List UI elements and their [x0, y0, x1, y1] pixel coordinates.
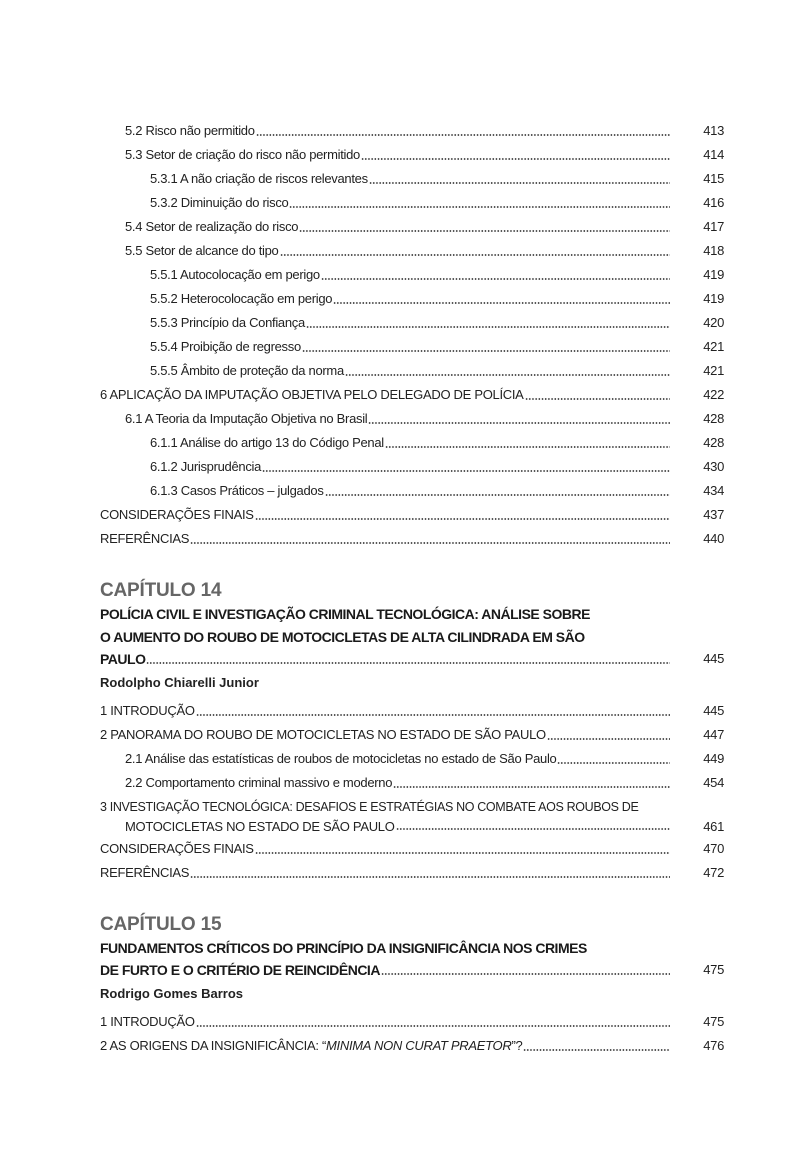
toc-entry[interactable]	[100, 359, 724, 383]
dot-leader	[255, 852, 670, 854]
entry-label: 6.1 A Teoria da Imputação Objetiva no Brasil	[125, 411, 368, 426]
toc-entry[interactable]	[100, 215, 724, 239]
toc-entry[interactable]	[100, 335, 724, 359]
entry-label: REFERÊNCIAS	[100, 864, 190, 880]
dot-leader	[262, 470, 670, 472]
toc-entry[interactable]	[100, 527, 724, 551]
page-number: 449	[703, 750, 724, 766]
entry-label: 5.4 Setor de realização do risco	[125, 219, 299, 234]
entry-label-italic: MINIMA NON CURAT PRAETOR	[326, 1037, 512, 1053]
toc-entry[interactable]	[100, 239, 724, 263]
toc-section-chapter13-end	[100, 119, 724, 551]
entry-label: 5.5.1 Autocolocação em perigo	[150, 267, 320, 282]
toc-entry[interactable]	[100, 861, 724, 885]
page-number: 418	[703, 243, 724, 258]
page-number: 470	[703, 840, 724, 856]
page-number: 447	[703, 726, 724, 742]
chapter-author: Rodolpho Chiarelli Junior	[100, 674, 259, 690]
entry-label: 5.5 Setor de alcance do tipo	[125, 243, 279, 258]
toc-entry[interactable]	[100, 431, 724, 455]
entry-label-prefix: 2 AS ORIGENS DA INSIGNIFICÂNCIA: “	[100, 1037, 327, 1053]
dot-leader	[190, 876, 670, 878]
toc-entry[interactable]	[100, 723, 724, 747]
chapter-heading: CAPÍTULO 15	[100, 913, 222, 935]
dot-leader	[396, 828, 670, 830]
entry-label	[100, 1034, 522, 1058]
chapter-title-last-line[interactable]	[100, 648, 724, 671]
page-number: 475	[703, 1013, 724, 1029]
dot-leader	[368, 422, 670, 424]
dot-leader	[361, 158, 670, 160]
page-number: 437	[703, 507, 724, 522]
page-number: 445	[703, 702, 724, 718]
entry-label-suffix: ”?	[511, 1037, 523, 1053]
page-number: 472	[703, 864, 724, 880]
page-number: 415	[703, 171, 724, 186]
toc-entry[interactable]	[100, 263, 724, 287]
dot-leader	[369, 182, 670, 184]
dot-leader	[325, 494, 670, 496]
page-number: 419	[703, 291, 724, 306]
dot-leader	[196, 714, 670, 716]
dot-leader	[302, 350, 670, 352]
dot-leader	[393, 786, 670, 788]
entry-label: 6 APLICAÇÃO DA IMPUTAÇÃO OBJETIVA PELO DELEGADO DE POLÍCIA	[100, 387, 524, 402]
dot-leader	[256, 134, 670, 136]
page-number: 476	[703, 1037, 724, 1053]
entry-label: 5.3.2 Diminuição do risco	[150, 195, 289, 210]
page-number: 421	[703, 363, 724, 378]
toc-entry[interactable]	[100, 383, 724, 407]
entry-label: 1 INTRODUÇÃO	[100, 702, 195, 718]
dot-leader	[345, 374, 670, 376]
toc-entry[interactable]	[100, 1010, 724, 1034]
toc-entry[interactable]	[100, 503, 724, 527]
chapter-author: Rodrigo Gomes Barros	[100, 985, 244, 1001]
dot-leader	[146, 662, 670, 664]
entry-label: 5.3 Setor de criação do risco não permitido	[125, 147, 360, 162]
dot-leader	[299, 230, 670, 232]
entry-label: 2.1 Análise das estatísticas de roubos de motocicletas no estado de São Paulo	[125, 750, 557, 766]
toc-entry[interactable]	[100, 191, 724, 215]
dot-leader	[255, 518, 670, 520]
entry-label: 2.2 Comportamento criminal massivo e moderno	[125, 774, 393, 790]
page-number: 416	[703, 195, 724, 210]
entry-label: 5.2 Risco não permitido	[125, 123, 255, 138]
chapter-title-last-line[interactable]	[100, 959, 724, 982]
toc-entry[interactable]	[100, 287, 724, 311]
page-number: 475	[703, 962, 724, 977]
toc-entry[interactable]	[100, 747, 724, 771]
page-number: 461	[703, 818, 724, 834]
page-number: 440	[703, 531, 724, 546]
page-number: 428	[703, 411, 724, 426]
page-number: 430	[703, 459, 724, 474]
chapter-15	[100, 913, 724, 1058]
toc-entry[interactable]	[100, 771, 724, 795]
entry-label: 6.1.2 Jurisprudência	[150, 459, 262, 474]
dot-leader	[289, 206, 670, 208]
page-number: 422	[703, 387, 724, 402]
entry-label: 5.3.1 A não criação de riscos relevantes	[150, 171, 368, 186]
toc-entries	[100, 837, 724, 885]
chapter-heading: CAPÍTULO 14	[100, 580, 222, 601]
toc-page	[100, 119, 724, 1058]
chapter-title-line: POLÍCIA CIVIL E INVESTIGAÇÃO CRIMINAL TECNOLÓGICA: ANÁLISE SOBRE	[100, 606, 590, 622]
dot-leader	[196, 1025, 670, 1027]
page-number: 434	[703, 483, 724, 498]
toc-entry[interactable]	[100, 119, 724, 143]
chapter-title-text: PAULO	[100, 651, 146, 667]
dot-leader	[557, 762, 670, 764]
dot-leader	[381, 973, 670, 975]
entry-label: 5.5.3 Princípio da Confiança	[150, 315, 305, 330]
entry-label: 1 INTRODUÇÃO	[100, 1013, 195, 1029]
dot-leader	[333, 302, 670, 304]
entry-label: 5.5.5 Âmbito de proteção da norma	[150, 363, 344, 378]
dot-leader	[523, 1049, 670, 1051]
chapter-title-line: O AUMENTO DO ROUBO DE MOTOCICLETAS DE ALTA CILINDRADA EM SÃO	[100, 628, 585, 645]
chapter-title-line: FUNDAMENTOS CRÍTICOS DO PRINCÍPIO DA INSIGNIFICÂNCIA NOS CRIMES	[100, 939, 587, 956]
dot-leader	[547, 738, 670, 740]
toc-entry[interactable]	[100, 795, 724, 837]
entry-label-line: MOTOCICLETAS NO ESTADO DE SÃO PAULO	[125, 818, 395, 834]
entry-label: 6.1.1 Análise do artigo 13 do Código Penal	[150, 435, 384, 450]
page-number: 413	[703, 123, 724, 138]
page-number: 414	[703, 147, 724, 162]
entry-label: CONSIDERAÇÕES FINAIS	[100, 840, 254, 856]
toc-entry[interactable]	[100, 167, 724, 191]
toc-entry[interactable]	[100, 311, 724, 335]
entry-label: 6.1.3 Casos Práticos – julgados	[150, 483, 324, 498]
toc-entry[interactable]	[100, 699, 724, 723]
dot-leader	[190, 542, 670, 544]
dot-leader	[306, 326, 670, 328]
entry-label: 5.5.2 Heterocolocação em perigo	[150, 291, 333, 306]
dot-leader	[280, 254, 671, 256]
page-number: 420	[703, 315, 724, 330]
page-number: 417	[703, 219, 724, 234]
entry-label-line: 3 INVESTIGAÇÃO TECNOLÓGICA: DESAFIOS E ESTRATÉGIAS NO COMBATE AOS ROUBOS DE	[100, 799, 639, 814]
page-number: 428	[703, 435, 724, 450]
toc-entry[interactable]	[100, 455, 724, 479]
toc-entries	[100, 699, 724, 795]
toc-entry[interactable]	[100, 143, 724, 167]
page-number: 421	[703, 339, 724, 354]
dot-leader	[385, 446, 670, 448]
toc-entry[interactable]	[100, 1034, 724, 1058]
page-number: 419	[703, 267, 724, 282]
dot-leader	[525, 398, 670, 400]
chapter-14	[100, 579, 724, 885]
toc-entry[interactable]	[100, 837, 724, 861]
toc-entry[interactable]	[100, 407, 724, 431]
dot-leader	[321, 278, 670, 280]
chapter-title-text: DE FURTO E O CRITÉRIO DE REINCIDÊNCIA	[100, 962, 380, 978]
page-number: 445	[703, 651, 724, 666]
entry-label: 5.5.4 Proibição de regresso	[150, 339, 301, 354]
toc-entry[interactable]	[100, 479, 724, 503]
entry-label: 2 PANORAMA DO ROUBO DE MOTOCICLETAS NO ESTADO DE SÃO PAULO	[100, 726, 546, 742]
page-number: 454	[703, 774, 724, 790]
entry-label: REFERÊNCIAS	[100, 531, 190, 546]
entry-label: CONSIDERAÇÕES FINAIS	[100, 507, 254, 522]
